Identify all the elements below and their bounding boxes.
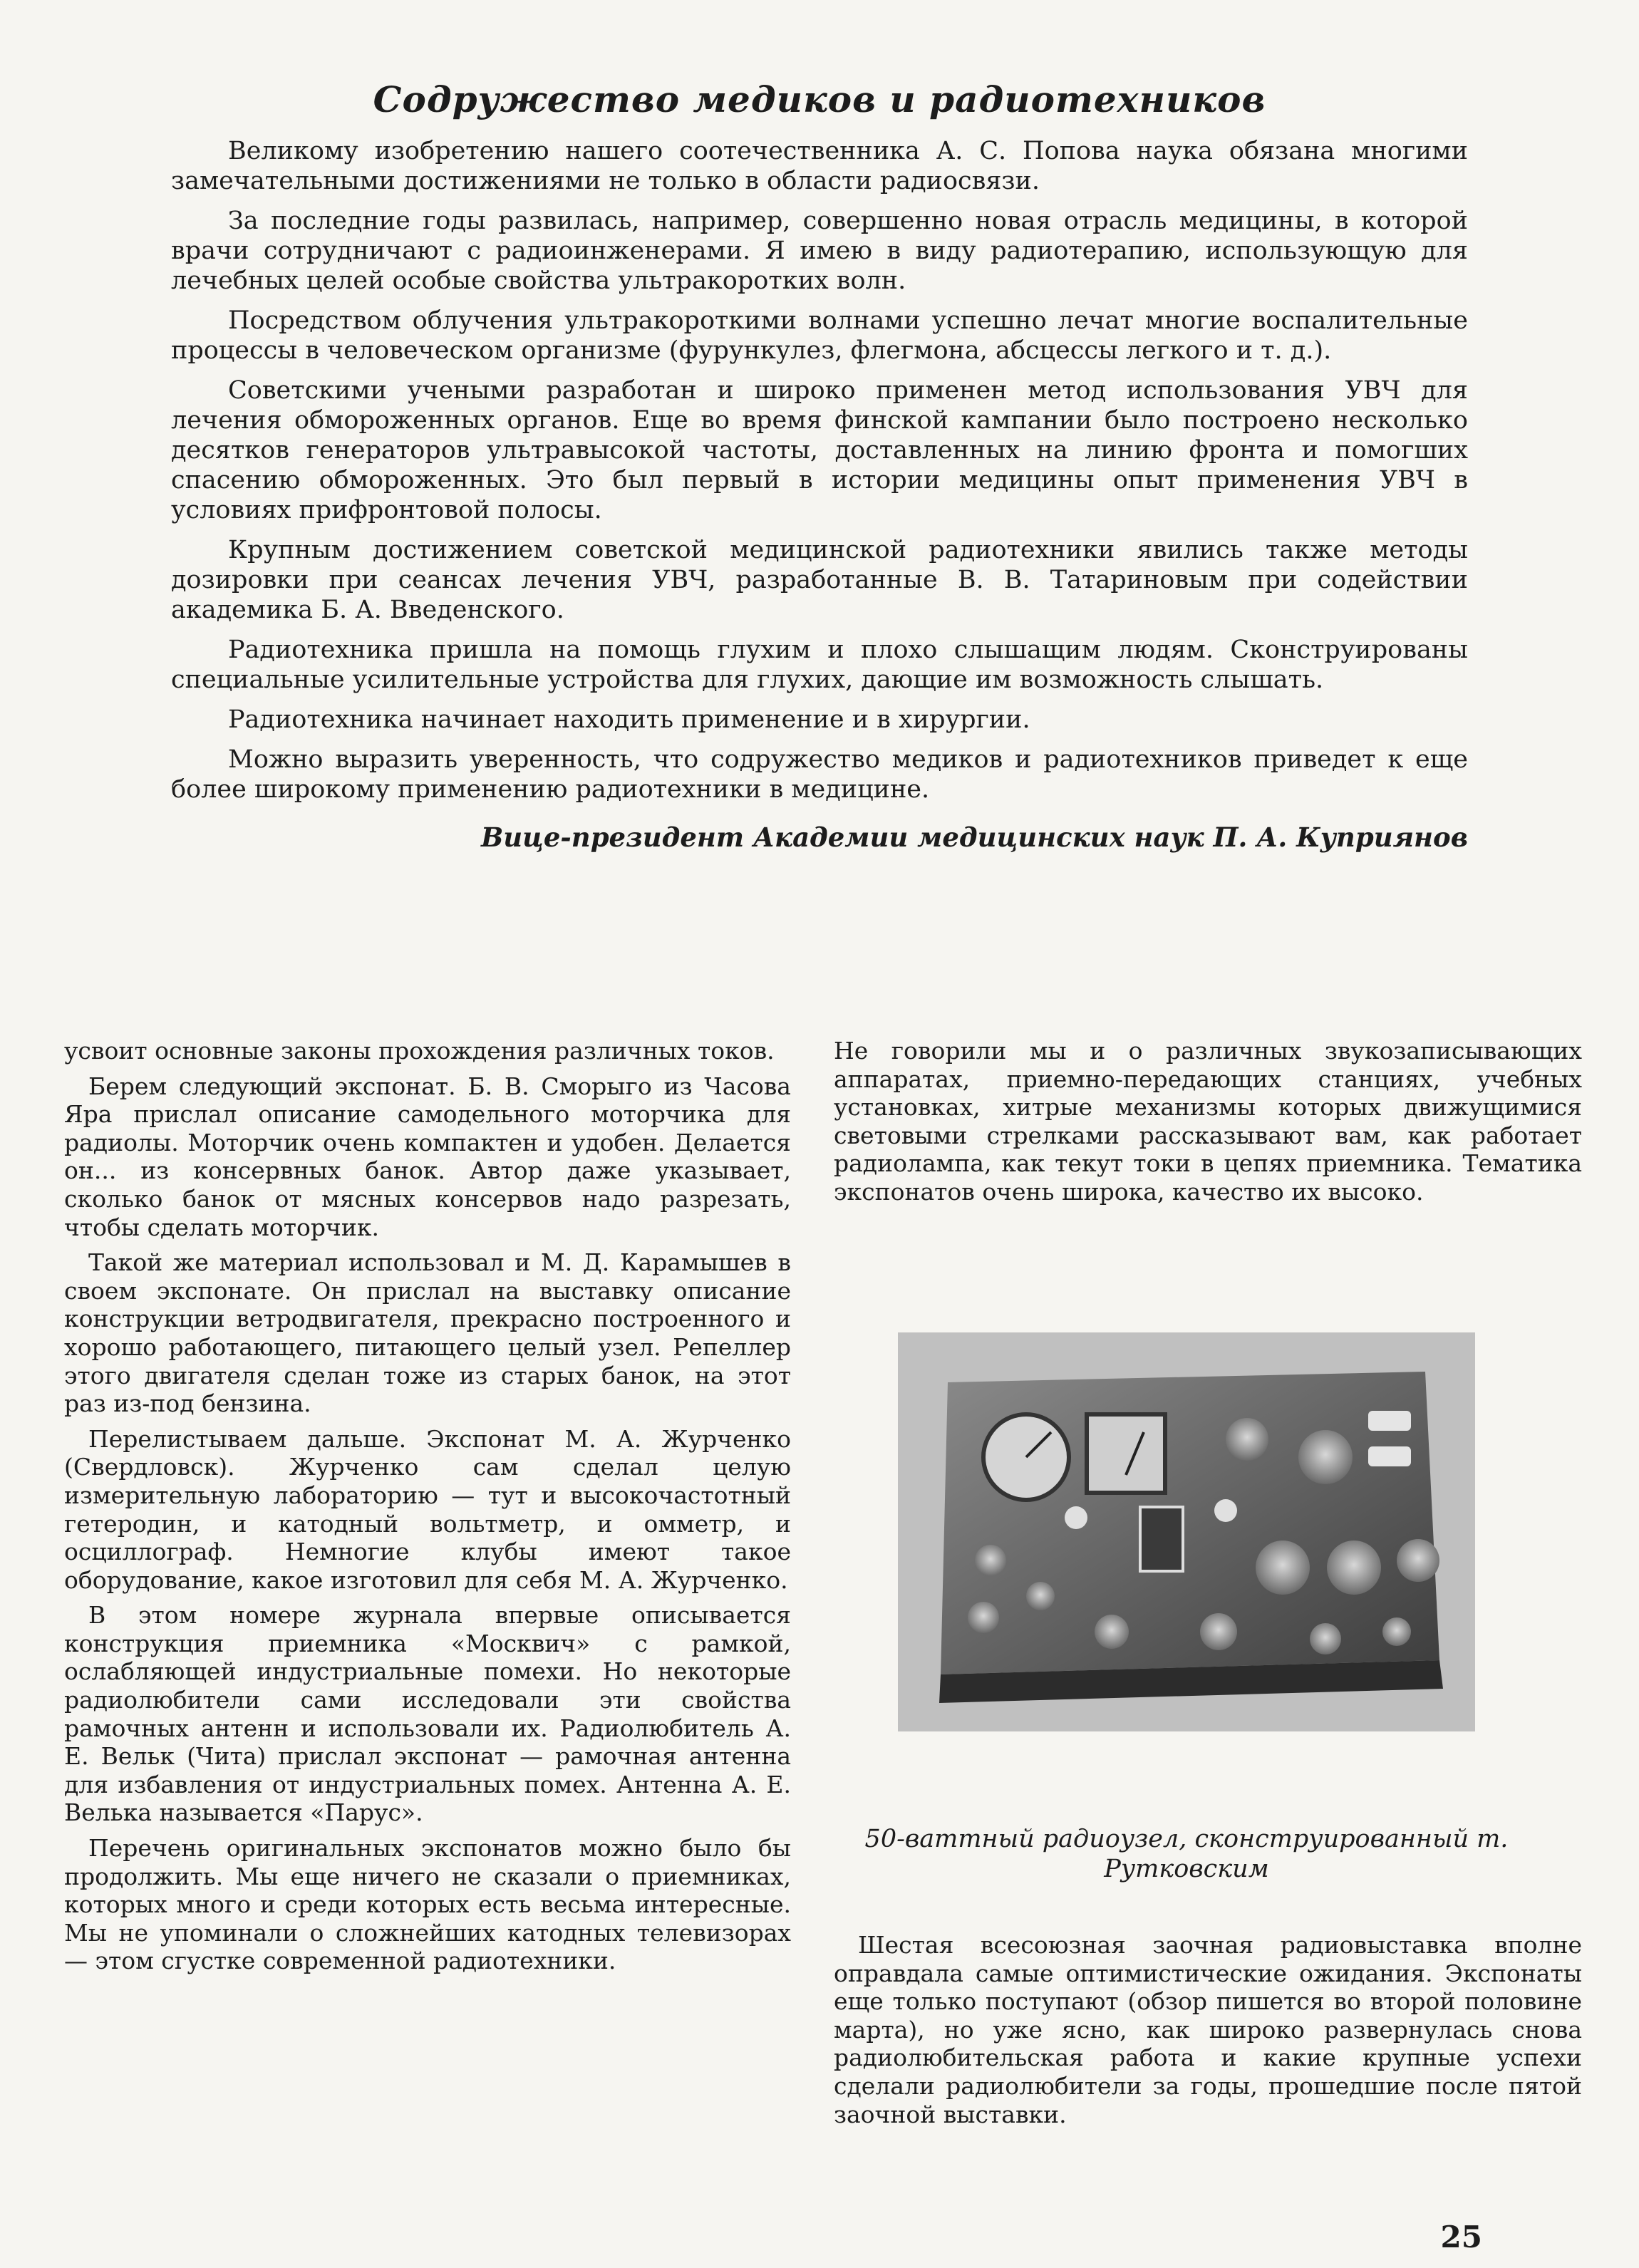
- column-paragraph: Не говорили мы и о различных звукозаписывающих аппаратах, приемно-передающих станциях, учебных установках, хитрые механизмы которых движущимися световыми стрелками рассказывают вам, как работает радиолампа, как текут токи в цепях приемника. Тематика экспонатов очень широка, качество их высоко.: [834, 1037, 1582, 1206]
- right-column: [834, 1037, 1582, 1213]
- radio-unit-photo: [898, 1332, 1475, 1731]
- column-paragraph: усвоит основные законы прохождения различных токов.: [64, 1037, 775, 1065]
- top-article: [171, 78, 1468, 853]
- article-paragraph: Радиотехника пришла на помощь глухим и плохо слышащим людям. Сконструированы специальные усилительные устройства для глухих, дающие им возможность слышать.: [171, 636, 1468, 694]
- article-paragraph: Радиотехника начинает находить применение и в хирургии.: [228, 705, 1030, 734]
- article-paragraph: Можно выразить уверенность, что содружество медиков и радиотехников приведет к еще более широкому применению радиотехники в медицине.: [171, 745, 1468, 804]
- article-paragraph: За последние годы развилась, например, совершенно новая отрасль медицины, в которой врачи сотрудничают с радиоинженерами. Я имею в виду радиотерапию, использующую для лечебных целей особые свойства ультракоротких волн.: [171, 207, 1468, 295]
- page-number: 25: [1440, 2220, 1482, 2254]
- column-paragraph: Такой же материал использовал и М. Д. Карамышев в своем экспонате. Он прислал на выставку описание конструкции ветродвигателя, прекрасно построенного и хорошо работающего, питающего целый узел. Репеллер этого двигателя сделан тоже из старых банок, на этот раз из-под бензина.: [64, 1248, 791, 1418]
- right-column-bottom: [834, 1931, 1582, 2135]
- column-paragraph: Берем следующий экспонат. Б. В. Сморыго из Часова Яра прислал описание самодельного моторчика для радиолы. Моторчик очень компактен и удобен. Делается он... из консервных банок. Автор даже указывает, сколько банок от мясных консервов надо разрезать, чтобы сделать моторчик.: [64, 1072, 791, 1241]
- column-paragraph: Шестая всесоюзная заочная радиовыставка вполне оправдала самые оптимистические ожидания. Экспонаты еще только поступают (обзор пишется во второй половине марта), но уже ясно, как широко развернулась снова радиолюбительская работа и какие крупные успехи сделали радиолюбители за годы, прошедшие после пятой заочной выставки.: [834, 1931, 1582, 2128]
- article-paragraph: Советскими учеными разработан и широко применен метод использования УВЧ для лечения обмороженных органов. Еще во время финской кампании было построено несколько десятков генераторов ультравысокой частоты, доставленных на линию фронта и помогших спасению обмороженных. Это был первый в истории медицины опыт применения УВЧ в условиях прифронтовой полосы.: [171, 376, 1468, 524]
- article-paragraph: Посредством облучения ультракороткими волнами успешно лечат многие воспалительные процессы в человеческом организме (фурункулез, флегмона, абсцессы легкого и т. д.).: [171, 306, 1468, 365]
- article-signature: Вице-президент Академии медицинских наук П. А. Куприянов: [481, 822, 1468, 853]
- photo-caption: 50-ваттный радиоузел, сконструированный т. Рутковским: [864, 1825, 1509, 1883]
- column-paragraph: Перечень оригинальных экспонатов можно было бы продолжить. Мы еще ничего не сказали о приемниках, которых много и среди которых есть весьма интересные. Мы не упоминали о сложнейших катодных телевизорах — этом сгустке современной радиотехники.: [64, 1834, 791, 1975]
- column-paragraph: Перелистываем дальше. Экспонат М. А. Журченко (Свердловск). Журченко сам сделал целую измерительную лабораторию — тут и высокочастотный гетеродин, и катодный вольтметр, и омметр, и осциллограф. Немногие клубы имеют такое оборудование, какое изготовил для себя М. А. Журченко.: [64, 1424, 791, 1594]
- article-title: Содружество медиков и радиотехников: [373, 78, 1266, 120]
- column-paragraph: В этом номере журнала впервые описывается конструкция приемника «Москвич» с рамкой, ослабляющей индустриальные помехи. Но некоторые радиолюбители сами исследовали эти свойства рамочных антенн и использовали их. Радиолюбитель А. Е. Вельк (Чита) прислал экспонат — рамочная антенна для избавления от индустриальных помех. Антенна А. Е. Велька называется «Парус».: [64, 1601, 791, 1827]
- left-column: [64, 1037, 791, 1982]
- article-paragraph: Великому изобретению нашего соотечественника А. С. Попова наука обязана многими замечательными достижениями не только в области радиосвязи.: [171, 137, 1468, 195]
- article-paragraph: Крупным достижением советской медицинской радиотехники явились также методы дозировки при сеансах лечения УВЧ, разработанные В. В. Татариновым при содействии академика Б. А. Введенского.: [171, 536, 1468, 624]
